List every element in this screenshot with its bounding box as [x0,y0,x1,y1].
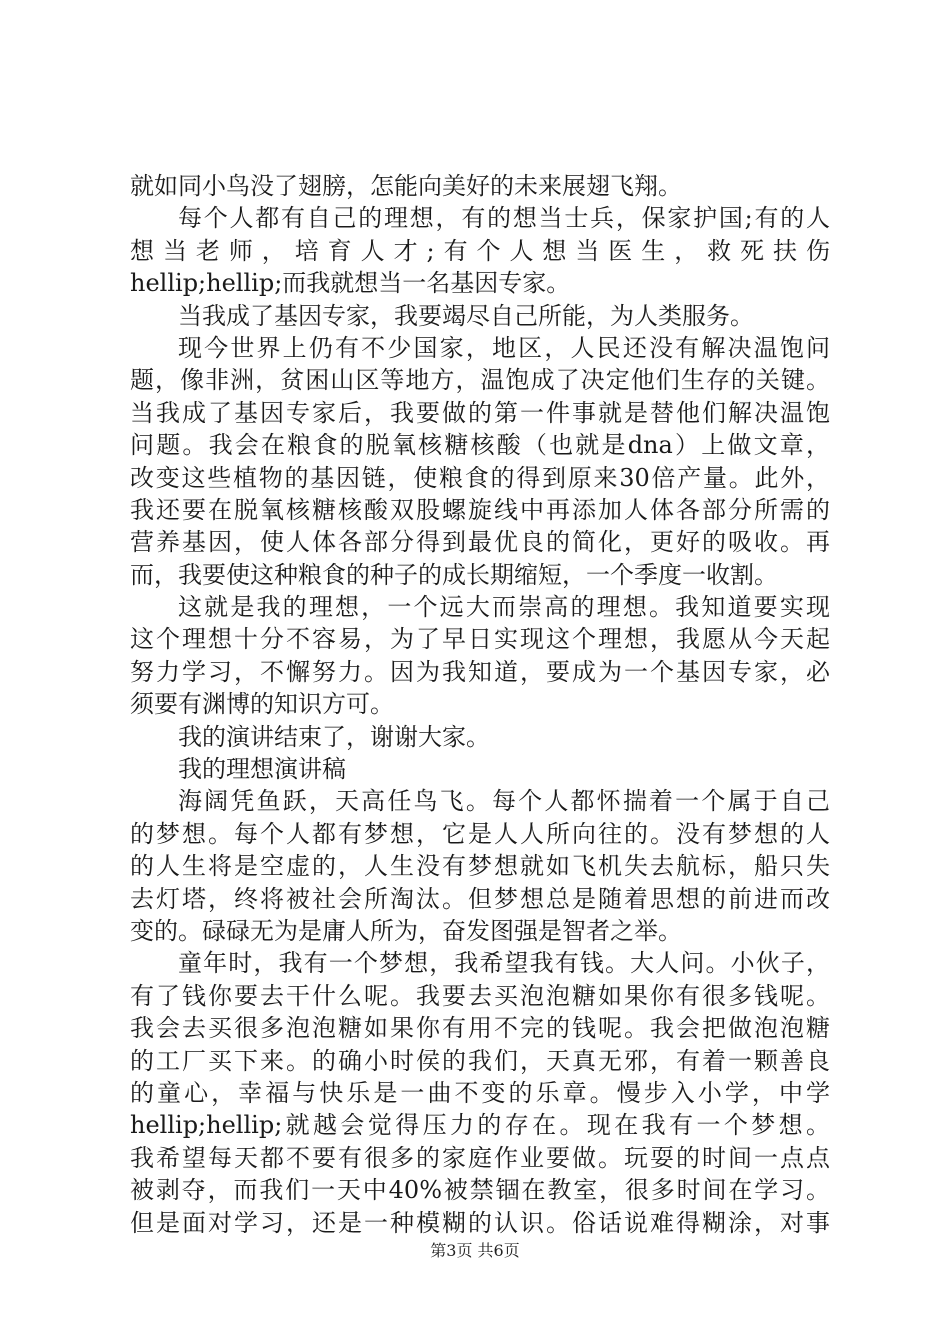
text-line: 海阔凭鱼跃，天高任鸟飞。每个人都怀揣着一个属于自己 [178,787,830,816]
text-line: 努力学习，不懈努力。因为我知道，要成为一个基因专家，必 [130,657,830,686]
text-line: 这就是我的理想，一个远大而崇高的理想。我知道要实现 [178,593,830,622]
text-line: 的梦想。每个人都有梦想，它是人人所向往的。没有梦想的人 [130,819,830,848]
text-line: 变的。碌碌无为是庸人所为，奋发图强是智者之举。 [130,916,682,945]
text-line: 我的理想演讲稿 [178,755,346,784]
text-line: 被剥夺，而我们一天中40%被禁锢在教室，很多时间在学习。 [130,1176,830,1205]
text-line: 须要有渊博的知识方可。 [130,690,394,719]
text-line: 我的演讲结束了，谢谢大家。 [178,722,490,751]
text-line: 想当老师，培育人才;有个人想当医生，救死扶伤 [130,236,830,265]
text-line: 的人生将是空虚的，人生没有梦想就如飞机失去航标，船只失 [130,852,830,881]
page-footer: 第3页 共6页 [430,1241,520,1260]
text-line: 的童心，幸福与快乐是一曲不变的乐章。慢步入小学，中学 [130,1078,830,1107]
text-line: 当我成了基因专家，我要竭尽自己所能，为人类服务。 [178,301,754,330]
text-line: 去灯塔，终将被社会所淘汰。但梦想总是随着思想的前进而改 [130,884,830,913]
text-line: 但是面对学习，还是一种模糊的认识。俗话说难得糊涂，对事 [130,1208,830,1237]
text-line: 的工厂买下来。的确小时侯的我们，天真无邪，有着一颗善良 [130,1046,830,1075]
text-line: hellip;hellip;就越会觉得压力的存在。现在我有一个梦想。 [130,1111,830,1140]
text-line: 营养基因，使人体各部分得到最优良的简化，更好的吸收。再 [130,528,830,557]
text-line: 有了钱你要去干什么呢。我要去买泡泡糖如果你有很多钱呢。 [130,981,830,1010]
text-line: 我还要在脱氧核糖核酸双股螺旋线中再添加人体各部分所需的 [130,495,830,524]
text-line: 就如同小鸟没了翅膀，怎能向美好的未来展翅飞翔。 [130,172,682,200]
text-line: 这个理想十分不容易，为了早日实现这个理想，我愿从今天起 [130,625,830,654]
text-line: 每个人都有自己的理想，有的想当士兵，保家护国;有的人 [178,204,830,233]
text-line: hellip;hellip;而我就想当一名基因专家。 [130,269,571,298]
text-line: 题，像非洲，贫困山区等地方，温饱成了决定他们生存的关键。 [130,366,830,395]
text-line: 而，我要使这种粮食的种子的成长期缩短，一个季度一收割。 [130,560,778,589]
text-line: 童年时，我有一个梦想，我希望我有钱。大人问。小伙子， [178,949,830,978]
text-line: 我希望每天都不要有很多的家庭作业要做。玩耍的时间一点点 [130,1143,830,1172]
text-line: 改变这些植物的基因链，使粮食的得到原来30倍产量。此外， [130,463,830,492]
text-line: 当我成了基因专家后，我要做的第一件事就是替他们解决温饱 [130,398,830,427]
body-text [130,170,830,1239]
text-line: 现今世界上仍有不少国家，地区，人民还没有解决温饱问 [178,333,830,362]
text-line: 问题。我会在粮食的脱氧核糖核酸（也就是dna）上做文章， [130,431,830,460]
text-line: 我会去买很多泡泡糖如果你有用不完的钱呢。我会把做泡泡糖 [130,1014,830,1043]
